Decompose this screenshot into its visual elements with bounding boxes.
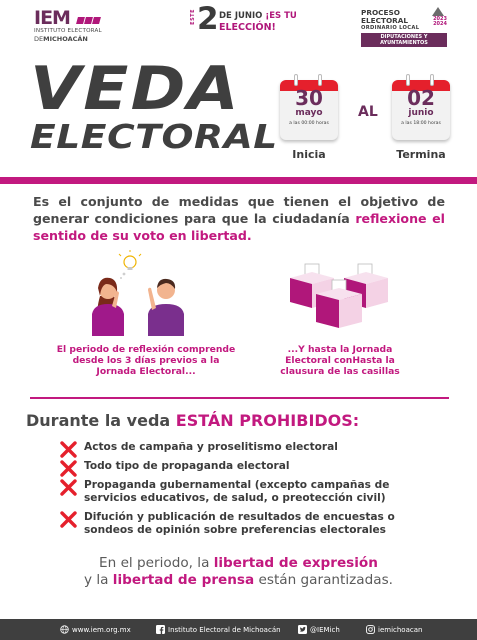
calendar-start [280, 74, 338, 140]
calendar-ring-icon [318, 74, 322, 86]
logo-line1: INSTITUTO ELECTORAL [34, 28, 102, 34]
slogan-de-junio: DE JUNIO [219, 11, 263, 21]
footer-twitter-link[interactable] [298, 619, 340, 640]
footer-facebook-link[interactable] [156, 619, 281, 640]
iem-logo [34, 9, 102, 43]
instagram-icon [366, 625, 375, 634]
list-item [60, 479, 420, 505]
footer-web-text: www.iem.org.mx [72, 625, 131, 634]
start-month: mayo [295, 108, 323, 118]
process-line1: PROCESO [361, 8, 400, 17]
slogan-es-tu: ¡ES TU [265, 11, 297, 21]
lightbulb-icon [119, 250, 141, 279]
process-line5: AYUNTAMIENTOS [380, 40, 428, 46]
cross-icon [60, 441, 77, 458]
process-line3: ORDINARIO LOCAL [361, 25, 420, 31]
slogan-eleccion: ELECCIÓN! [219, 22, 276, 33]
twitter-icon [298, 625, 307, 634]
calendar-ring-icon [294, 74, 298, 86]
process-line4: DIPUTACIONES Y [380, 34, 428, 40]
footer [0, 619, 477, 640]
process-dip-badge [361, 33, 447, 47]
globe-icon [60, 625, 69, 634]
footer-web-link[interactable] [60, 619, 131, 640]
slogan-number: 2 [197, 1, 219, 37]
title-veda: VEDA [30, 54, 241, 124]
calendar-ring-icon [406, 74, 410, 86]
cross-icon [60, 479, 77, 496]
caption-left: El periodo de reflexión comprende desde los 3 días previos a la Jornada Electoral... [56, 344, 236, 377]
cross-icon [60, 460, 77, 477]
end-day: 02 [407, 86, 435, 110]
end-time: a las 18:00 horas [401, 121, 441, 126]
start-label: Inicia [292, 148, 326, 161]
calendar-end [392, 74, 450, 140]
start-day: 30 [295, 86, 323, 110]
woman-figure [92, 278, 124, 336]
footer-twitter-text: @IEMich [310, 625, 340, 634]
people-thinking-illustration [86, 250, 196, 336]
ballot-boxes-logo-icon [77, 9, 101, 28]
date-connector: AL [358, 104, 378, 120]
list-item [60, 441, 420, 454]
calendar-ring-icon [430, 74, 434, 86]
man-figure [148, 279, 184, 336]
logo-line2-bold: MICHOACÁN [43, 35, 88, 43]
closing-line2 [0, 572, 477, 589]
caption-right: ...Y hasta la Jornada Electoral conHasta la clausura de las casillas [280, 344, 400, 377]
process-years: 2023 2024 [433, 16, 447, 27]
cross-icon [60, 511, 77, 528]
end-label: Termina [396, 148, 446, 161]
title-electoral: ELECTORAL [30, 117, 278, 156]
closing-highlight1: libertad de expresión [213, 555, 378, 571]
facebook-icon [156, 625, 165, 634]
process-line2: ELECTORAL [361, 16, 409, 25]
closing-part2: y la [83, 572, 109, 588]
end-month: junio [408, 108, 434, 118]
prohibitions-heading [26, 411, 359, 430]
footer-facebook-text: Instituto Electoral de Michoacán [168, 625, 281, 634]
definition-highlight: reflexione el sentido de su voto en libertad. [33, 211, 445, 243]
prohibition-text: Todo tipo de propaganda electoral [84, 460, 290, 472]
slogan-date [219, 11, 297, 21]
prohibitions-heading-plain: Durante la veda [26, 411, 171, 430]
definition-text [33, 193, 445, 244]
section-divider [30, 397, 449, 399]
prohibition-text: Difución y publicación de resultados de encuestas o sondeos de opinión sobre preferencias electorales [84, 511, 395, 536]
definition-plain: Es el conjunto de medidas que tienen el objetivo de generar condiciones para que la ciudadanía [33, 194, 445, 226]
footer-instagram-text: iemichoacan [378, 625, 423, 634]
closing-part1: En el periodo, la [99, 555, 210, 571]
header [0, 0, 477, 44]
list-item [60, 511, 420, 537]
prohibitions-list [60, 441, 420, 537]
closing-line1 [0, 555, 477, 572]
divider-bar [0, 177, 477, 184]
process-badge [361, 9, 447, 47]
iem-mark: IEM [34, 7, 70, 29]
list-item [60, 460, 420, 473]
logo-line2 [34, 35, 102, 43]
start-time: a las 00:00 horas [289, 121, 329, 126]
closing-part3: están garantizadas. [258, 572, 393, 588]
footer-instagram-link[interactable] [366, 619, 422, 640]
slogan-este: ESTE [190, 9, 196, 25]
prohibitions-heading-highlight: ESTÁN PROHIBIDOS: [175, 411, 360, 430]
closing-highlight2: libertad de prensa [112, 572, 255, 588]
page-title [30, 54, 278, 156]
triangle-icon [432, 7, 444, 16]
closing-statement [0, 555, 477, 589]
ballot-boxes-illustration [282, 262, 400, 334]
prohibition-text: Propaganda gubernamental (excepto campañas de servicios educativos, de salud, o preotección civil) [84, 479, 390, 504]
prohibition-text: Actos de campaña y proselitismo electoral [84, 441, 338, 453]
logo-line2-prefix: DE [34, 35, 44, 43]
